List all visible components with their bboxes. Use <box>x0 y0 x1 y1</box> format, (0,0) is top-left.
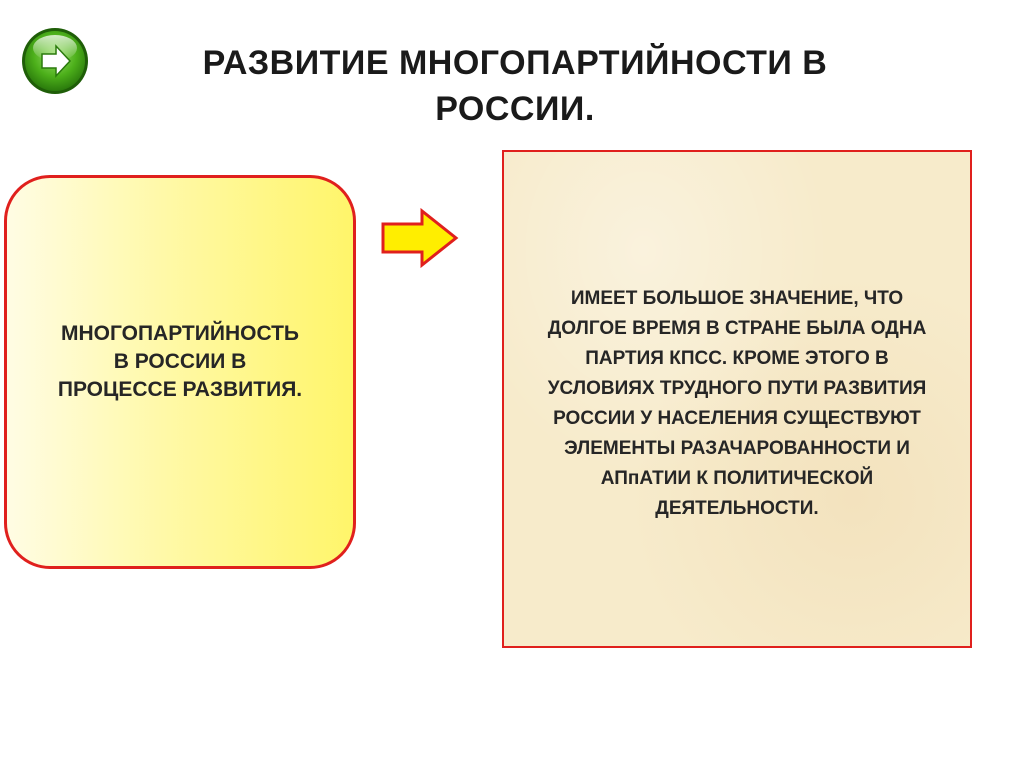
arrow-right-icon <box>380 208 460 268</box>
topic-text: МНОГОПАРТИЙНОСТЬ В РОССИИ В ПРОЦЕССЕ РАЗВИТИЯ. <box>57 322 303 401</box>
arrow-right-icon <box>20 26 90 96</box>
explanation-box <box>502 150 972 648</box>
topic-box <box>4 175 356 569</box>
slide-title: РАЗВИТИЕ МНОГОПАРТИЙНОСТИ В РОССИИ. <box>202 44 828 128</box>
next-slide-button[interactable] <box>20 26 90 96</box>
explanation-text: ИМЕЕТ БОЛЬШОЕ ЗНАЧЕНИЕ, ЧТО ДОЛГОЕ ВРЕМЯ В СТРАНЕ БЫЛА ОДНА ПАРТИЯ КПСС. КРОМЕ ЭТОГО В УСЛОВИЯХ ТРУДНОГО ПУТИ РАЗВИТИЯ РОССИИ У НАСЕЛЕНИЯ СУЩЕСТВУЮТ ЭЛЕМЕНТЫ РАЗАЧАРОВАННОСТИ И АПпАТИИ К ПОЛИТИЧЕСКОЙ ДЕЯТЕЛЬНОСТИ. <box>547 288 927 519</box>
